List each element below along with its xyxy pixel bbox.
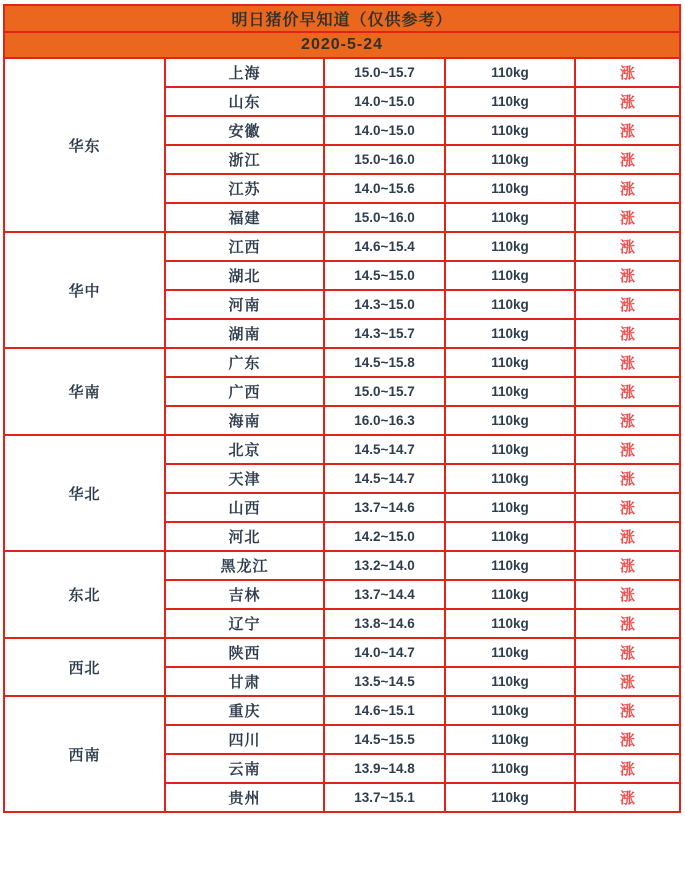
province-cell: 天津	[165, 464, 324, 493]
price-range-cell: 14.3~15.0	[324, 290, 445, 319]
price-range-cell: 13.9~14.8	[324, 754, 445, 783]
trend-cell: 涨	[575, 754, 680, 783]
weight-cell: 110kg	[445, 348, 575, 377]
weight-cell: 110kg	[445, 464, 575, 493]
region-cell: 华中	[4, 232, 165, 348]
price-range-cell: 14.0~15.0	[324, 87, 445, 116]
province-cell: 安徽	[165, 116, 324, 145]
province-cell: 福建	[165, 203, 324, 232]
region-cell: 华北	[4, 435, 165, 551]
price-range-cell: 14.0~14.7	[324, 638, 445, 667]
trend-cell: 涨	[575, 58, 680, 87]
table-row	[4, 551, 680, 580]
weight-cell: 110kg	[445, 319, 575, 348]
trend-cell: 涨	[575, 493, 680, 522]
weight-cell: 110kg	[445, 377, 575, 406]
table-date: 2020-5-24	[4, 32, 680, 58]
trend-cell: 涨	[575, 406, 680, 435]
price-range-cell: 13.7~14.6	[324, 493, 445, 522]
province-cell: 上海	[165, 58, 324, 87]
pig-price-sheet	[3, 4, 685, 813]
province-cell: 江苏	[165, 174, 324, 203]
weight-cell: 110kg	[445, 725, 575, 754]
weight-cell: 110kg	[445, 58, 575, 87]
province-cell: 黑龙江	[165, 551, 324, 580]
trend-cell: 涨	[575, 638, 680, 667]
price-range-cell: 15.0~16.0	[324, 145, 445, 174]
province-cell: 河北	[165, 522, 324, 551]
weight-cell: 110kg	[445, 522, 575, 551]
trend-cell: 涨	[575, 609, 680, 638]
province-cell: 甘肃	[165, 667, 324, 696]
trend-cell: 涨	[575, 464, 680, 493]
province-cell: 云南	[165, 754, 324, 783]
table-body	[4, 58, 680, 812]
trend-cell: 涨	[575, 522, 680, 551]
weight-cell: 110kg	[445, 232, 575, 261]
province-cell: 海南	[165, 406, 324, 435]
price-range-cell: 14.3~15.7	[324, 319, 445, 348]
trend-cell: 涨	[575, 435, 680, 464]
date-row	[4, 32, 680, 58]
trend-cell: 涨	[575, 232, 680, 261]
weight-cell: 110kg	[445, 406, 575, 435]
price-range-cell: 13.8~14.6	[324, 609, 445, 638]
weight-cell: 110kg	[445, 435, 575, 464]
region-cell: 东北	[4, 551, 165, 638]
table-row	[4, 696, 680, 725]
price-range-cell: 15.0~15.7	[324, 377, 445, 406]
province-cell: 广西	[165, 377, 324, 406]
trend-cell: 涨	[575, 87, 680, 116]
price-range-cell: 14.6~15.4	[324, 232, 445, 261]
trend-cell: 涨	[575, 783, 680, 812]
table-row	[4, 232, 680, 261]
price-range-cell: 14.5~14.7	[324, 464, 445, 493]
price-range-cell: 14.0~15.6	[324, 174, 445, 203]
weight-cell: 110kg	[445, 493, 575, 522]
weight-cell: 110kg	[445, 116, 575, 145]
weight-cell: 110kg	[445, 754, 575, 783]
price-range-cell: 14.5~15.0	[324, 261, 445, 290]
province-cell: 浙江	[165, 145, 324, 174]
weight-cell: 110kg	[445, 261, 575, 290]
trend-cell: 涨	[575, 203, 680, 232]
title-row	[4, 5, 680, 32]
table-row	[4, 58, 680, 87]
trend-cell: 涨	[575, 667, 680, 696]
price-range-cell: 13.2~14.0	[324, 551, 445, 580]
trend-cell: 涨	[575, 290, 680, 319]
province-cell: 山东	[165, 87, 324, 116]
table-row	[4, 348, 680, 377]
weight-cell: 110kg	[445, 580, 575, 609]
province-cell: 四川	[165, 725, 324, 754]
region-cell: 西北	[4, 638, 165, 696]
region-cell: 华东	[4, 58, 165, 232]
pig-price-table	[3, 4, 681, 813]
province-cell: 贵州	[165, 783, 324, 812]
weight-cell: 110kg	[445, 667, 575, 696]
trend-cell: 涨	[575, 145, 680, 174]
trend-cell: 涨	[575, 348, 680, 377]
price-range-cell: 16.0~16.3	[324, 406, 445, 435]
table-row	[4, 435, 680, 464]
price-range-cell: 14.5~15.8	[324, 348, 445, 377]
weight-cell: 110kg	[445, 551, 575, 580]
price-range-cell: 14.0~15.0	[324, 116, 445, 145]
trend-cell: 涨	[575, 551, 680, 580]
trend-cell: 涨	[575, 319, 680, 348]
price-range-cell: 15.0~15.7	[324, 58, 445, 87]
province-cell: 辽宁	[165, 609, 324, 638]
province-cell: 北京	[165, 435, 324, 464]
price-range-cell: 14.5~15.5	[324, 725, 445, 754]
weight-cell: 110kg	[445, 638, 575, 667]
weight-cell: 110kg	[445, 783, 575, 812]
trend-cell: 涨	[575, 580, 680, 609]
weight-cell: 110kg	[445, 609, 575, 638]
price-range-cell: 15.0~16.0	[324, 203, 445, 232]
province-cell: 广东	[165, 348, 324, 377]
trend-cell: 涨	[575, 696, 680, 725]
weight-cell: 110kg	[445, 696, 575, 725]
province-cell: 湖南	[165, 319, 324, 348]
price-range-cell: 13.5~14.5	[324, 667, 445, 696]
province-cell: 湖北	[165, 261, 324, 290]
province-cell: 河南	[165, 290, 324, 319]
weight-cell: 110kg	[445, 174, 575, 203]
table-row	[4, 638, 680, 667]
table-title: 明日猪价早知道（仅供参考）	[4, 5, 680, 32]
trend-cell: 涨	[575, 377, 680, 406]
weight-cell: 110kg	[445, 290, 575, 319]
trend-cell: 涨	[575, 725, 680, 754]
trend-cell: 涨	[575, 261, 680, 290]
price-range-cell: 13.7~15.1	[324, 783, 445, 812]
province-cell: 陕西	[165, 638, 324, 667]
price-range-cell: 14.5~14.7	[324, 435, 445, 464]
province-cell: 山西	[165, 493, 324, 522]
region-cell: 西南	[4, 696, 165, 812]
weight-cell: 110kg	[445, 145, 575, 174]
price-range-cell: 13.7~14.4	[324, 580, 445, 609]
province-cell: 江西	[165, 232, 324, 261]
page	[0, 4, 685, 875]
price-range-cell: 14.6~15.1	[324, 696, 445, 725]
province-cell: 吉林	[165, 580, 324, 609]
trend-cell: 涨	[575, 116, 680, 145]
trend-cell: 涨	[575, 174, 680, 203]
weight-cell: 110kg	[445, 203, 575, 232]
region-cell: 华南	[4, 348, 165, 435]
price-range-cell: 14.2~15.0	[324, 522, 445, 551]
province-cell: 重庆	[165, 696, 324, 725]
weight-cell: 110kg	[445, 87, 575, 116]
